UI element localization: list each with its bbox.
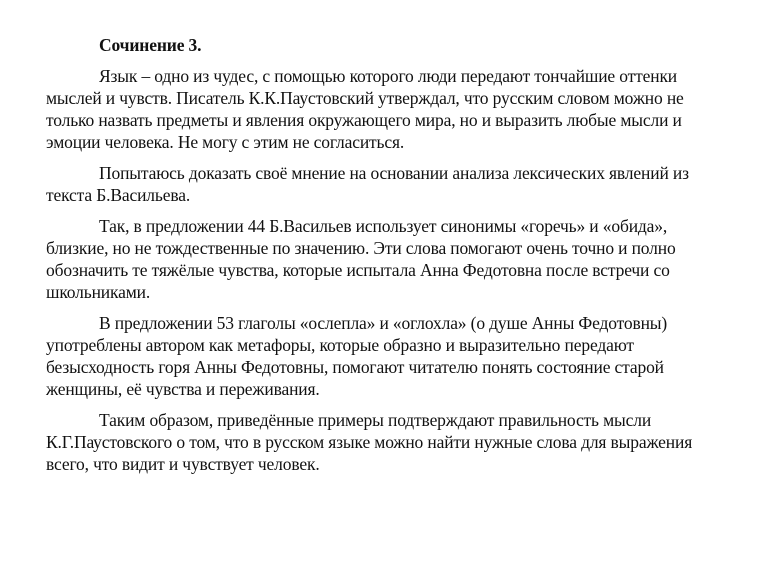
essay-paragraph-1: Язык – одно из чудес, с помощью которого люди передают тончайшие оттенки мыслей и чувств. Писатель К.К.Паустовский утверждал, что русским словом можно не только назвать предметы и явления окружающего мира, но и выразить любые мысли и эмоции человека. Не могу с этим не согласиться.	[46, 66, 684, 152]
essay-title: Сочинение 3.	[99, 35, 202, 55]
essay-paragraph-3: Так, в предложении 44 Б.Васильев использует синонимы «горечь» и «обида», близкие, но не тождественные по значению. Эти слова помогают очень точно и полно обозначить те тяжёлые чувства, которые испытала Анна Федотовна после встречи со школьниками.	[46, 216, 676, 302]
essay-paragraph-4: В предложении 53 глаголы «ослепла» и «оглохла» (о душе Анны Федотовны) употреблены автором как метафоры, которые образно и выразительно передают безысходность горя Анны Федотовны, помогают читателю понять состояние старой женщины, её чувства и переживания.	[46, 313, 668, 399]
essay-text	[46, 34, 730, 484]
essay-paragraph-2: Попытаюсь доказать своё мнение на основании анализа лексических явлений из текста Б.Васильева.	[46, 163, 689, 205]
essay-paragraph-5: Таким образом, приведённые примеры подтверждают правильность мысли К.Г.Паустовского о том, что в русском языке можно найти нужные слова для выражения всего, что видит и чувствует человек.	[46, 410, 693, 474]
